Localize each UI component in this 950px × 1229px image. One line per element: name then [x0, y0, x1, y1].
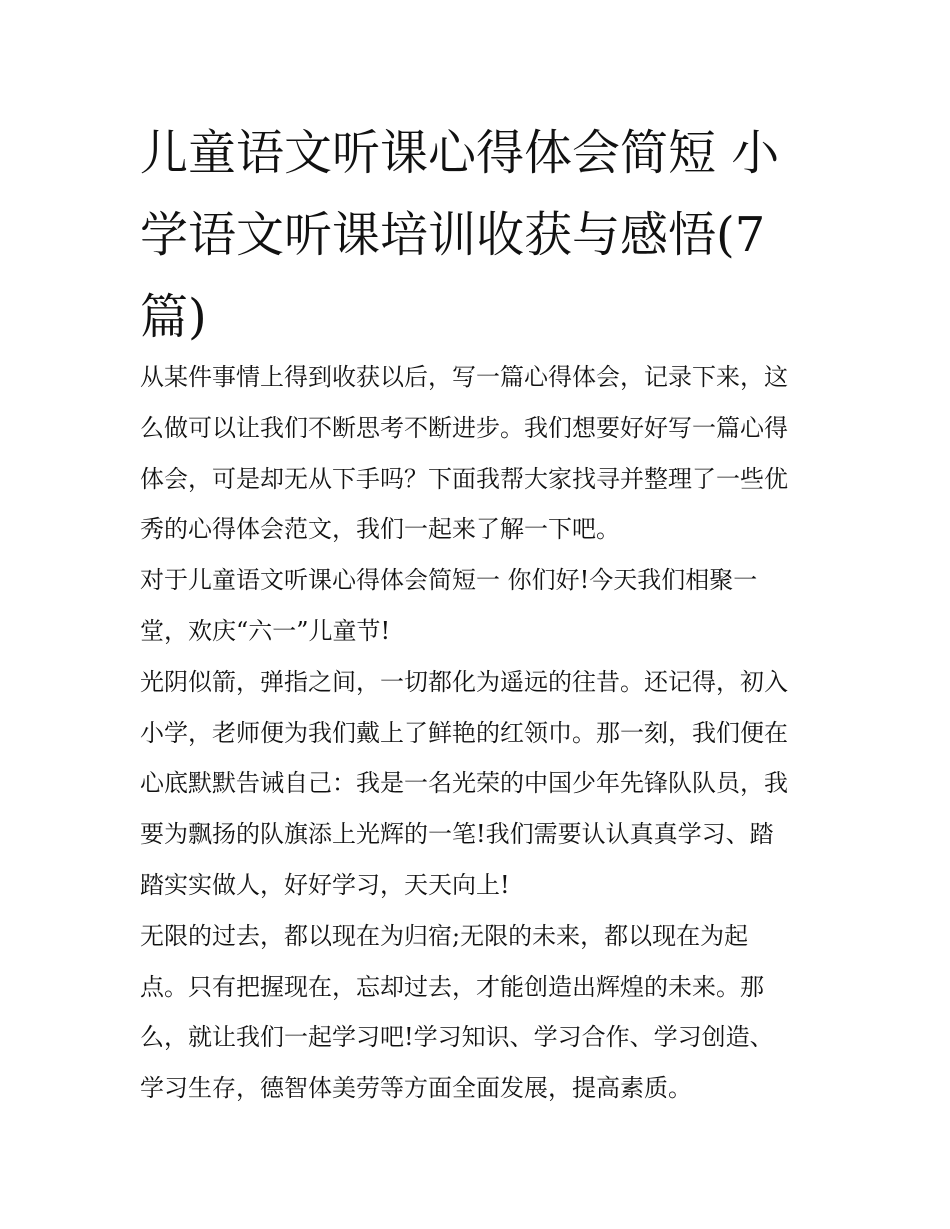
- body-line-14: 么，就让我们一起学习吧!学习知识、学习合作、学习创造、: [140, 1023, 774, 1052]
- body-line-2: 么做可以让我们不断思考不断进步。我们想要好好写一篇心得: [140, 413, 788, 442]
- body-line-12: 无限的过去，都以现在为归宿;无限的未来，都以现在为起: [140, 921, 749, 950]
- body-line-9: 心底默默告诫自己：我是一名光荣的中国少年先锋队队员，我: [140, 769, 788, 798]
- title-line-3: 篇): [140, 289, 207, 345]
- document-body: [140, 352, 820, 1114]
- body-line-11: 踏实实做人，好好学习，天天向上!: [140, 870, 510, 899]
- body-line-8: 小学，老师便为我们戴上了鲜艳的红领巾。那一刻，我们便在: [140, 718, 788, 747]
- body-line-5: 对于儿童语文听课心得体会简短一 你们好!今天我们相聚一: [140, 566, 758, 595]
- body-line-4: 秀的心得体会范文，我们一起来了解一下吧。: [140, 515, 620, 544]
- body-line-7: 光阴似箭，弹指之间，一切都化为遥远的往昔。还记得，初入: [140, 667, 788, 696]
- body-line-3: 体会，可是却无从下手吗？下面我帮大家找寻并整理了一些优: [140, 464, 788, 493]
- body-line-13: 点。只有把握现在，忘却过去，才能创造出辉煌的未来。那: [140, 972, 764, 1001]
- body-line-1: 从某件事情上得到收获以后，写一篇心得体会，记录下来，这: [140, 363, 788, 391]
- body-line-10: 要为飘扬的队旗添上光辉的一笔!我们需要认认真真学习、踏: [140, 820, 774, 849]
- title-line-2: 学语文听课培训收获与感悟(7: [140, 207, 766, 263]
- body-line-6: 堂，欢庆“六一”儿童节!: [140, 616, 391, 645]
- body-line-15: 学习生存，德智体美劳等方面全面发展，提高素质。: [140, 1074, 692, 1103]
- document-title: [140, 112, 820, 358]
- title-line-1: 儿童语文听课心得体会简短 小: [140, 125, 780, 181]
